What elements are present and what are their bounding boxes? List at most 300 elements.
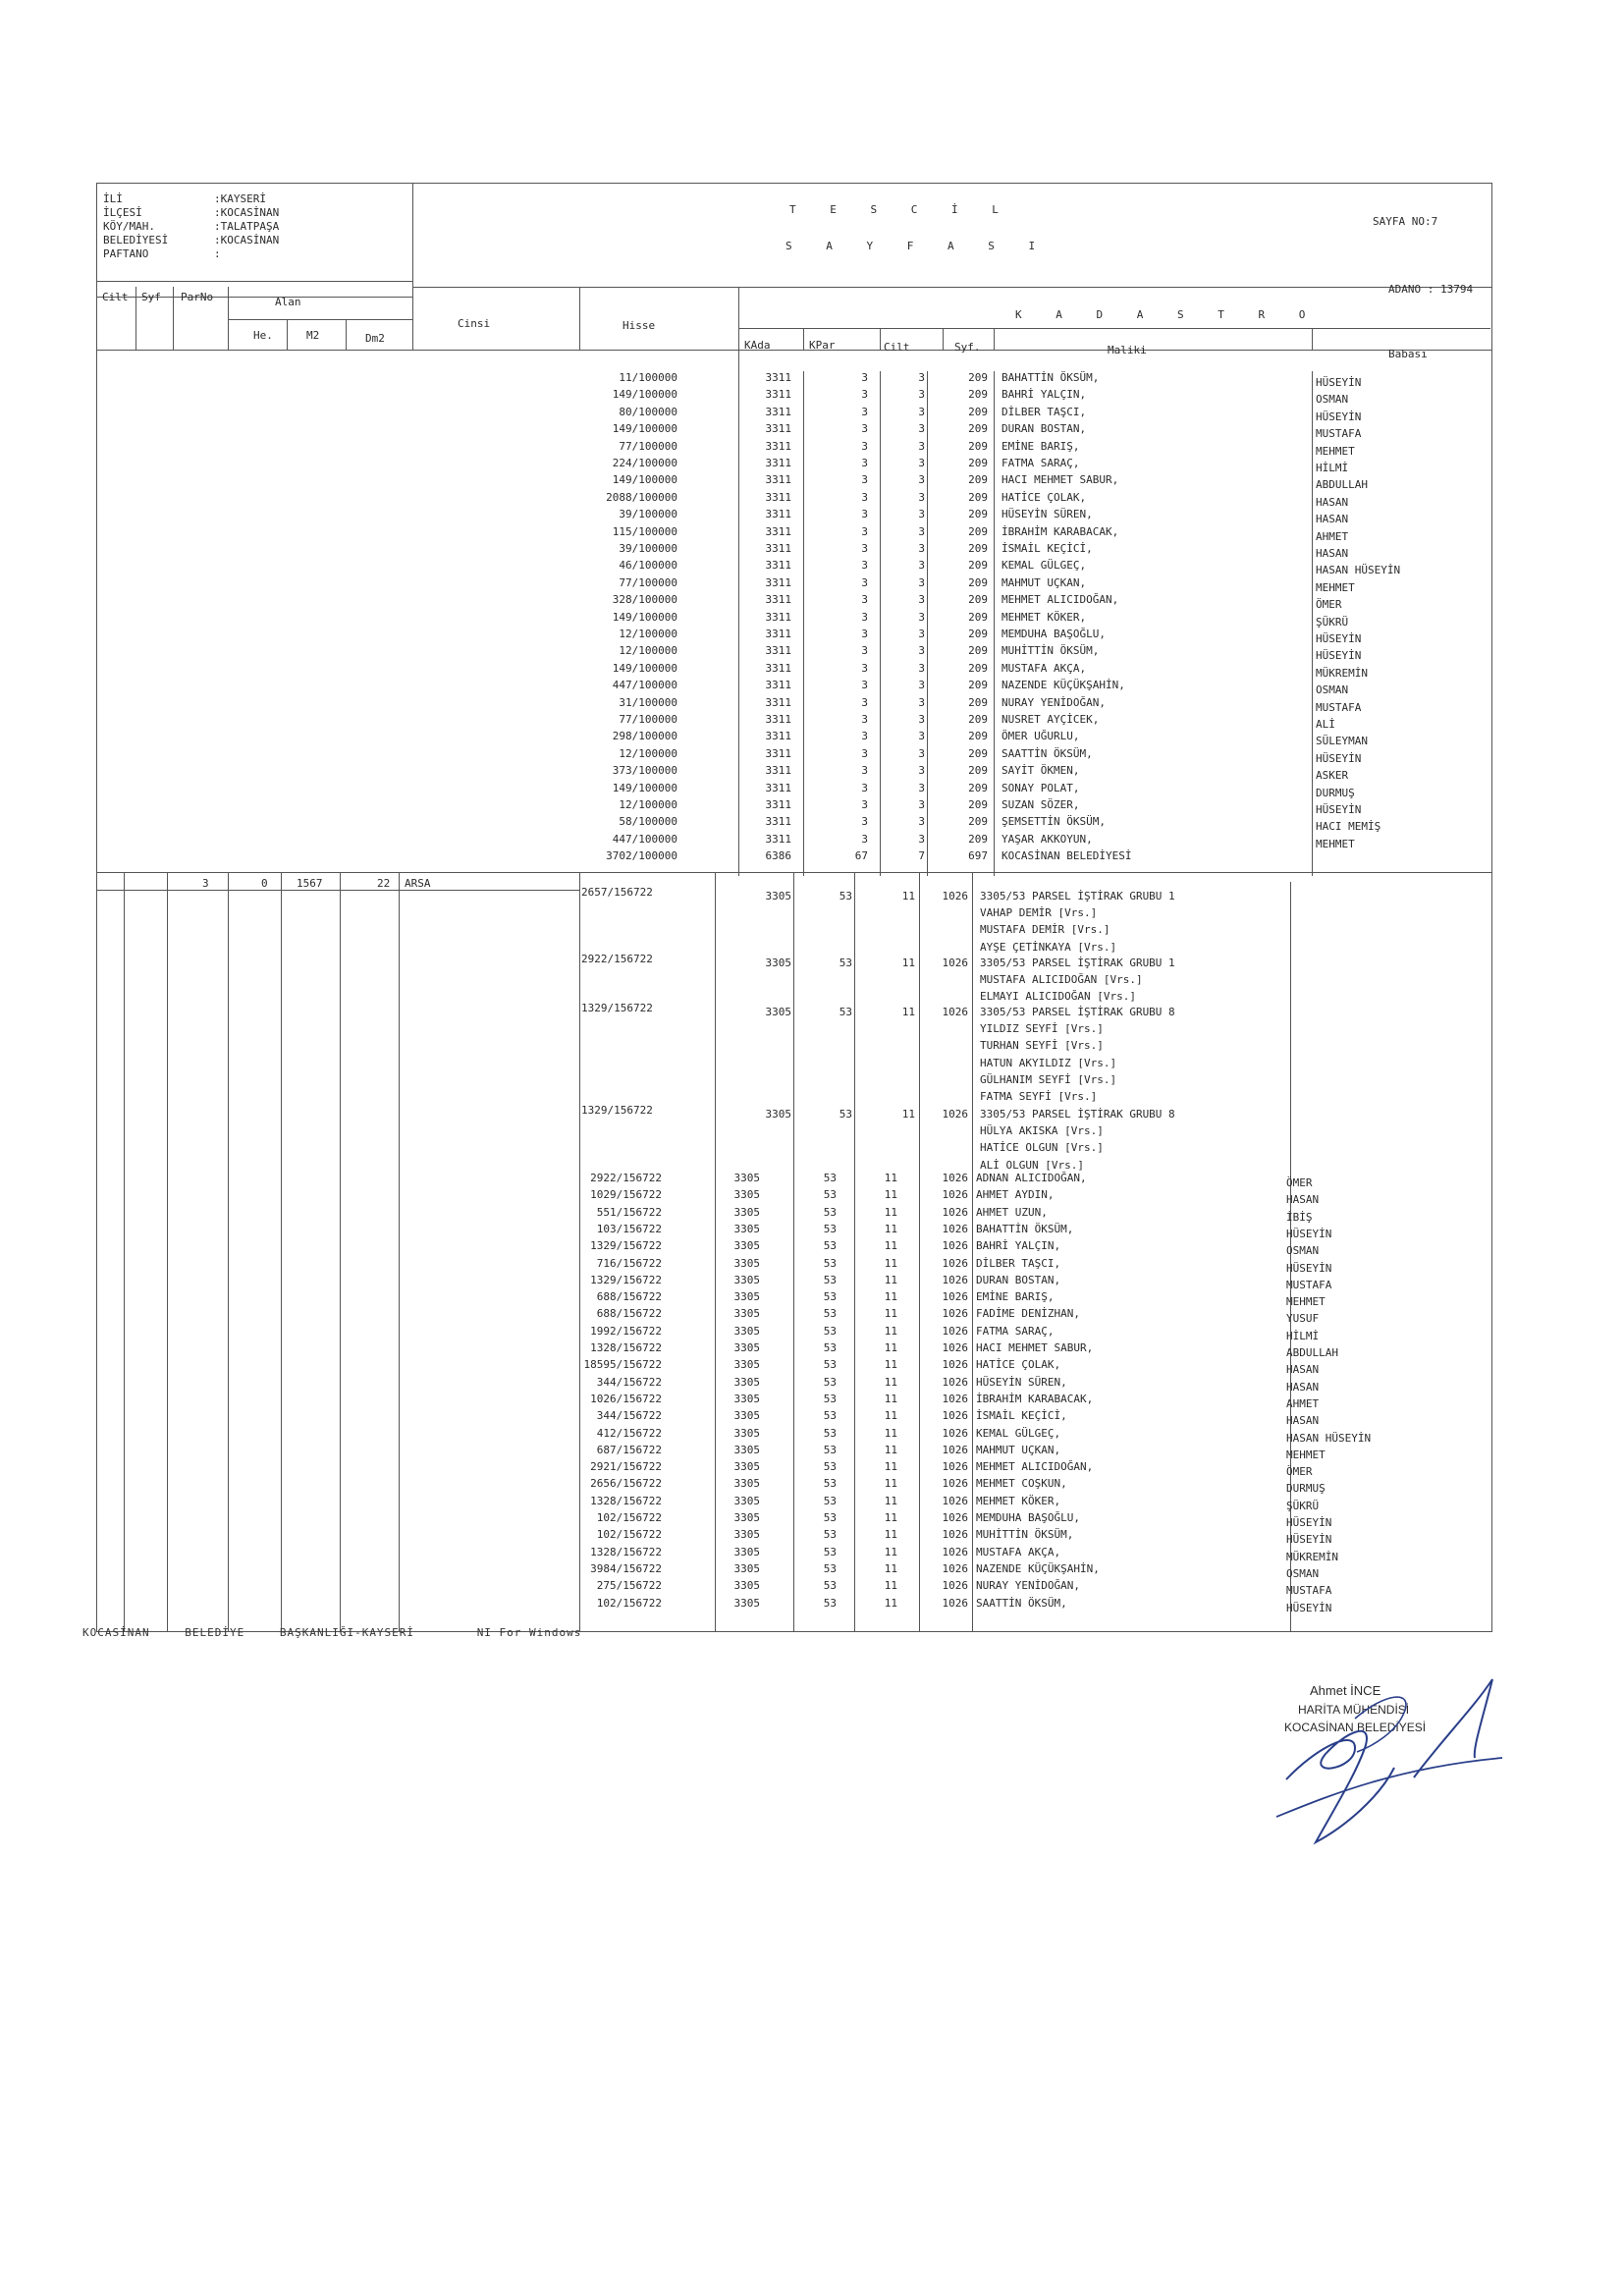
syf-cell: 209 — [968, 628, 988, 640]
cilt-cell: 11 — [884, 1375, 897, 1389]
kada-cell: 3305 — [765, 957, 791, 969]
cilt-cell: 11 — [884, 1545, 897, 1558]
kada-cell: 3311 — [765, 559, 791, 573]
kada-cell: 3305 — [733, 1477, 760, 1491]
kada-cell: 3305 — [733, 1460, 760, 1474]
hisse-cell: 1328/156722 — [590, 1341, 662, 1354]
hisse-cell: 2922/156722 — [590, 1172, 662, 1184]
babasi-cell: MÜKREMİN — [1316, 666, 1368, 680]
col-sep — [943, 328, 944, 350]
cilt-cell: 3 — [918, 575, 925, 589]
kada-cell: 3305 — [733, 1375, 760, 1389]
cilt-cell: 11 — [884, 1561, 897, 1575]
cilt-cell: 11 — [884, 1307, 897, 1321]
maliki-cell: HATİCE ÇOLAK, — [976, 1358, 1061, 1372]
syf-cell: 209 — [968, 405, 988, 418]
babasi-cell: HÜSEYİN — [1316, 376, 1362, 389]
hisse-cell: 12/100000 — [619, 798, 677, 811]
babasi-cell: HİLMİ — [1316, 462, 1349, 474]
page-number: SAYFA NO:7 — [1373, 215, 1438, 228]
body-sep — [919, 872, 920, 1632]
kpar-cell: 3 — [861, 508, 868, 521]
hisse-cell: 1026/156722 — [590, 1392, 662, 1405]
col-sep — [1312, 328, 1313, 350]
signer-title: HARİTA MÜHENDİSİ — [1298, 1703, 1410, 1717]
maliki-cell: FADİME DENİZHAN, — [976, 1307, 1080, 1321]
col-kpar: KPar — [809, 339, 836, 352]
kada-cell: 3311 — [765, 610, 791, 624]
cilt-cell: 3 — [918, 422, 925, 436]
kpar-cell: 3 — [861, 746, 868, 760]
kpar-cell: 53 — [823, 1205, 837, 1219]
syf-cell: 209 — [968, 524, 988, 538]
kpar-cell: 3 — [861, 559, 868, 573]
syf-cell: 1026 — [942, 957, 968, 969]
cilt-cell: 3 — [918, 628, 925, 640]
maliki-cell: SONAY POLAT, — [1001, 781, 1080, 794]
babasi-cell: YUSUF — [1286, 1312, 1320, 1326]
kpar-cell: 3 — [861, 593, 868, 607]
footer-part: NI For Windows — [476, 1626, 582, 1639]
ada-number: ADANO : 13794 — [1388, 283, 1474, 296]
hisse-cell: 1328/156722 — [590, 1545, 662, 1558]
syf-cell: 209 — [968, 815, 988, 829]
body-sep — [793, 872, 794, 1632]
maliki-cell: İSMAİL KEÇİCİ, — [1001, 542, 1093, 555]
syf-cell: 1026 — [942, 1528, 968, 1542]
group-line: AYŞE ÇETİNKAYA [Vrs.] — [980, 940, 1117, 954]
body-sep — [399, 872, 400, 1632]
hisse-cell: 149/100000 — [612, 781, 677, 794]
cilt-cell: 11 — [884, 1511, 897, 1524]
kpar-cell: 53 — [823, 1273, 837, 1286]
babasi-cell: MEHMET — [1316, 580, 1355, 594]
cilt-cell: 3 — [918, 746, 925, 760]
group-line: HATİCE OLGUN [Vrs.] — [980, 1141, 1104, 1155]
cilt-cell: 3 — [918, 508, 925, 521]
cilt-cell: 3 — [918, 661, 925, 675]
kpar-cell: 3 — [861, 422, 868, 436]
hisse-cell: 1328/156722 — [590, 1494, 662, 1507]
syf-cell: 697 — [968, 849, 988, 863]
syf-cell: 1026 — [942, 1545, 968, 1558]
maliki-cell: ŞEMSETTİN ÖKSÜM, — [1001, 815, 1106, 829]
babasi-cell: HÜSEYİN — [1286, 1533, 1332, 1547]
kpar-cell: 67 — [854, 849, 868, 863]
col-sep — [579, 287, 580, 350]
kada-cell: 3305 — [733, 1307, 760, 1321]
info-value: :KAYSERİ — [214, 192, 266, 205]
kpar-cell: 53 — [823, 1528, 837, 1542]
maliki-cell: MEHMET KÖKER, — [976, 1494, 1061, 1507]
cilt-cell: 11 — [884, 1290, 897, 1304]
syf-cell: 1026 — [942, 1205, 968, 1219]
hisse-cell: 3702/100000 — [606, 849, 677, 863]
cilt-cell: 11 — [901, 1006, 915, 1018]
cilt-cell: 11 — [884, 1188, 897, 1202]
kada-cell: 3311 — [765, 405, 791, 418]
syf-cell: 209 — [968, 713, 988, 726]
cilt-cell: 11 — [901, 957, 915, 969]
hisse-cell: 298/100000 — [612, 730, 677, 743]
footer-part: KOCASİNAN — [82, 1626, 150, 1639]
cilt-cell: 11 — [884, 1341, 897, 1354]
kada-cell: 3311 — [765, 490, 791, 504]
babasi-cell: HİLMİ — [1286, 1329, 1320, 1342]
syf-cell: 209 — [968, 575, 988, 589]
footer — [82, 1626, 609, 1639]
maliki-cell: NUSRET AYÇİCEK, — [1001, 713, 1100, 726]
kada-cell: 3311 — [765, 542, 791, 555]
col-kada: KAda — [744, 339, 771, 352]
babasi-cell: HÜSEYİN — [1286, 1261, 1332, 1275]
body-sep — [972, 872, 973, 1632]
hisse-cell: 39/100000 — [619, 542, 677, 555]
group-line: ALİ OLGUN [Vrs.] — [980, 1158, 1084, 1172]
kada-cell: 3305 — [765, 1006, 791, 1018]
kpar-cell: 53 — [823, 1477, 837, 1491]
footer-part: BAŞKANLIĞI-KAYSERİ — [279, 1626, 415, 1639]
kada-cell: 3305 — [733, 1341, 760, 1354]
maliki-cell: BAHATTİN ÖKSÜM, — [976, 1222, 1074, 1235]
info-label: PAFTANO — [103, 247, 149, 260]
cilt-cell: 3 — [918, 815, 925, 829]
cilt-cell: 11 — [884, 1426, 897, 1440]
kada-cell: 3305 — [733, 1545, 760, 1558]
kada-cell: 3305 — [733, 1239, 760, 1253]
hisse-cell: 688/156722 — [596, 1290, 662, 1304]
babasi-cell: HÜSEYİN — [1286, 1227, 1332, 1240]
handwritten-signature — [1208, 1660, 1542, 1866]
group-line: ELMAYI ALICIDOĞAN [Vrs.] — [980, 990, 1136, 1004]
cilt-cell: 3 — [918, 439, 925, 453]
cilt-cell: 3 — [918, 832, 925, 846]
kada-cell: 3305 — [733, 1290, 760, 1304]
maliki-cell: SAYİT ÖKMEN, — [1001, 764, 1080, 778]
body-sep — [994, 371, 995, 876]
babasi-cell: HASAN HÜSEYİN — [1286, 1431, 1372, 1445]
babasi-cell: ALİ — [1316, 718, 1335, 731]
maliki-cell: NURAY YENİDOĞAN, — [976, 1579, 1080, 1593]
kada-cell: 3311 — [765, 508, 791, 521]
col-kadastro: K A D A S T R O — [1015, 308, 1320, 321]
hisse-cell: 77/100000 — [619, 713, 677, 726]
syf-cell: 1026 — [942, 1239, 968, 1253]
kpar-cell: 53 — [823, 1460, 837, 1474]
info-value: :KOCASİNAN — [214, 206, 280, 219]
maliki-cell: MEHMET KÖKER, — [1001, 610, 1087, 624]
cilt-cell: 11 — [884, 1172, 897, 1184]
kada-cell: 3311 — [765, 746, 791, 760]
col-m2: M2 — [306, 329, 320, 342]
cilt-cell: 11 — [884, 1205, 897, 1219]
maliki-cell: SAATTİN ÖKSÜM, — [976, 1596, 1067, 1610]
kpar-cell: 3 — [861, 457, 868, 469]
kpar-cell: 3 — [861, 542, 868, 555]
hisse-cell: 3984/156722 — [590, 1561, 662, 1575]
hisse-cell: 149/100000 — [612, 388, 677, 402]
maliki-cell: İBRAHİM KARABACAK, — [1001, 524, 1119, 538]
group-line: TURHAN SEYFİ [Vrs.] — [980, 1039, 1104, 1053]
cilt-cell: 3 — [918, 764, 925, 778]
kada-cell: 3311 — [765, 388, 791, 402]
syf-cell: 1026 — [942, 1579, 968, 1593]
col-cinsi: Cinsi — [458, 317, 491, 330]
kada-cell: 3311 — [765, 371, 791, 384]
kpar-cell: 3 — [861, 644, 868, 658]
hisse-cell: 687/156722 — [596, 1443, 662, 1456]
kpar-cell: 53 — [823, 1426, 837, 1440]
babasi-cell: MUSTAFA — [1286, 1278, 1332, 1291]
cilt-cell: 11 — [884, 1460, 897, 1474]
maliki-cell: MUSTAFA AKÇA, — [976, 1545, 1061, 1558]
cilt-cell: 3 — [918, 593, 925, 607]
syf-cell: 1026 — [942, 1273, 968, 1286]
babasi-cell: HÜSEYİN — [1316, 410, 1362, 423]
kpar-cell: 53 — [823, 1579, 837, 1593]
cilt-cell: 3 — [918, 473, 925, 487]
kpar-cell: 53 — [823, 1290, 837, 1304]
babasi-cell: ÖMER — [1316, 598, 1342, 612]
parcel-dm2: 22 — [377, 877, 391, 890]
kada-cell: 3305 — [733, 1273, 760, 1286]
syf-cell: 209 — [968, 439, 988, 453]
group-line: MUSTAFA ALICIDOĞAN [Vrs.] — [980, 973, 1143, 987]
hisse-cell: 77/100000 — [619, 575, 677, 589]
hisse-cell: 102/156722 — [596, 1511, 662, 1524]
hisse-cell: 1992/156722 — [590, 1324, 662, 1338]
babasi-cell: HÜSEYİN — [1316, 751, 1362, 765]
babasi-cell: ŞÜKRÜ — [1286, 1499, 1320, 1512]
syf-cell: 1026 — [942, 1409, 968, 1423]
hisse-cell: 46/100000 — [619, 559, 677, 573]
syf-cell: 1026 — [942, 1443, 968, 1456]
col-hisse: Hisse — [623, 319, 656, 332]
col-sep — [803, 328, 804, 350]
syf-cell: 1026 — [942, 1006, 968, 1018]
maliki-cell: NAZENDE KÜÇÜKŞAHİN, — [1001, 679, 1125, 692]
kpar-cell: 3 — [861, 815, 868, 829]
col-parno: ParNo — [181, 291, 214, 303]
kpar-cell: 53 — [823, 1172, 837, 1184]
hisse-cell: 103/156722 — [596, 1222, 662, 1235]
hisse-cell: 149/100000 — [612, 422, 677, 436]
col-sep — [738, 287, 739, 350]
kpar-cell: 53 — [823, 1375, 837, 1389]
syf-cell: 209 — [968, 610, 988, 624]
group-line: VAHAP DEMİR [Vrs.] — [980, 906, 1098, 920]
cilt-cell: 3 — [918, 405, 925, 418]
kada-cell: 3311 — [765, 422, 791, 436]
parcel-m2: 1567 — [297, 877, 323, 890]
babasi-cell: MÜKREMİN — [1286, 1550, 1338, 1563]
babasi-cell: ABDULLAH — [1316, 478, 1368, 492]
maliki-cell: DURAN BOSTAN, — [1001, 422, 1087, 436]
babasi-cell: HASAN — [1316, 495, 1349, 509]
maliki-cell: MUSTAFA AKÇA, — [1001, 661, 1087, 675]
syf-cell: 209 — [968, 730, 988, 743]
parcel-cinsi: ARSA — [405, 877, 431, 890]
cilt-cell: 11 — [884, 1273, 897, 1286]
hisse-cell: 1329/156722 — [590, 1273, 662, 1286]
syf-cell: 1026 — [942, 1108, 968, 1121]
hisse-cell: 1329/156722 — [590, 1239, 662, 1253]
babasi-cell: OSMAN — [1316, 683, 1349, 697]
maliki-cell: ADNAN ALICIDOĞAN, — [976, 1172, 1087, 1184]
kpar-cell: 3 — [861, 781, 868, 794]
body-sep — [228, 872, 229, 1632]
babasi-cell: HÜSEYİN — [1316, 649, 1362, 663]
title-tescil: T E S C İ L — [789, 203, 1012, 216]
maliki-cell: SUZAN SÖZER, — [1001, 798, 1080, 811]
parcel-row-line — [96, 890, 579, 891]
group-line: YILDIZ SEYFİ [Vrs.] — [980, 1022, 1104, 1036]
col-line — [738, 328, 1490, 329]
babasi-cell: HASAN — [1286, 1193, 1320, 1207]
cilt-cell: 3 — [918, 610, 925, 624]
kada-cell: 3305 — [733, 1494, 760, 1507]
maliki-cell: MAHMUT UÇKAN, — [1001, 575, 1087, 589]
kada-cell: 3305 — [733, 1409, 760, 1423]
col-ksyf: Syf. — [954, 341, 981, 354]
syf-cell: 1026 — [942, 1341, 968, 1354]
kpar-cell: 53 — [823, 1511, 837, 1524]
hisse-cell: 12/100000 — [619, 628, 677, 640]
syf-cell: 209 — [968, 832, 988, 846]
hisse-cell: 1329/156722 — [581, 1104, 653, 1117]
kpar-cell: 53 — [823, 1561, 837, 1575]
body-sep — [340, 872, 341, 1632]
group-line: 3305/53 PARSEL İŞTİRAK GRUBU 8 — [980, 1006, 1175, 1018]
maliki-cell: NAZENDE KÜÇÜKŞAHİN, — [976, 1561, 1100, 1575]
syf-cell: 209 — [968, 473, 988, 487]
kpar-cell: 3 — [861, 371, 868, 384]
group-line: GÜLHANIM SEYFİ [Vrs.] — [980, 1072, 1117, 1086]
info-label: KÖY/MAH. — [103, 220, 155, 233]
kpar-cell: 53 — [823, 1443, 837, 1456]
kada-cell: 3311 — [765, 713, 791, 726]
cilt-cell: 3 — [918, 559, 925, 573]
signer-name: Ahmet İNCE — [1310, 1683, 1381, 1698]
babasi-cell: MEHMET — [1286, 1295, 1326, 1309]
kada-cell: 3311 — [765, 473, 791, 487]
maliki-cell: MEHMET ALICIDOĞAN, — [976, 1460, 1094, 1474]
kpar-cell: 53 — [839, 957, 852, 969]
babasi-cell: DURMUŞ — [1316, 786, 1355, 799]
hisse-cell: 224/100000 — [612, 457, 677, 469]
kpar-cell: 53 — [839, 890, 852, 902]
cilt-cell: 3 — [918, 695, 925, 709]
kpar-cell: 3 — [861, 473, 868, 487]
kada-cell: 3305 — [733, 1358, 760, 1372]
hisse-cell: 2921/156722 — [590, 1460, 662, 1474]
kada-cell: 3305 — [733, 1256, 760, 1270]
kada-cell: 3305 — [733, 1188, 760, 1202]
cilt-cell: 11 — [884, 1324, 897, 1338]
hisse-cell: 716/156722 — [596, 1256, 662, 1270]
babasi-cell: AHMET — [1286, 1396, 1320, 1410]
kpar-cell: 3 — [861, 610, 868, 624]
babasi-cell: HACI MEMİŞ — [1316, 820, 1381, 834]
kpar-cell: 3 — [861, 439, 868, 453]
hisse-cell: 77/100000 — [619, 439, 677, 453]
col-sep — [880, 328, 881, 350]
info-label: İLİ — [103, 192, 123, 205]
col-dm2: Dm2 — [365, 332, 385, 345]
cilt-cell: 3 — [918, 371, 925, 384]
cilt-cell: 3 — [918, 730, 925, 743]
syf-cell: 209 — [968, 593, 988, 607]
syf-cell: 209 — [968, 422, 988, 436]
babasi-cell: ASKER — [1316, 769, 1349, 783]
kpar-cell: 3 — [861, 679, 868, 692]
signer-org: KOCASİNAN BELEDİYESİ — [1284, 1721, 1427, 1734]
kada-cell: 3311 — [765, 439, 791, 453]
kpar-cell: 3 — [861, 798, 868, 811]
babasi-cell: HASAN — [1286, 1380, 1320, 1394]
kada-cell: 3311 — [765, 457, 791, 469]
maliki-cell: MEMDUHA BAŞOĞLU, — [1001, 628, 1106, 640]
body-sep — [167, 872, 168, 1632]
group-line: 3305/53 PARSEL İŞTİRAK GRUBU 1 — [980, 957, 1175, 969]
kpar-cell: 3 — [861, 832, 868, 846]
babasi-cell: HÜSEYİN — [1316, 632, 1362, 645]
maliki-cell: HACI MEHMET SABUR, — [1001, 473, 1119, 487]
babasi-cell: HÜSEYİN — [1286, 1516, 1332, 1529]
cilt-cell: 11 — [884, 1392, 897, 1405]
hisse-cell: 688/156722 — [596, 1307, 662, 1321]
cilt-cell: 3 — [918, 713, 925, 726]
syf-cell: 209 — [968, 661, 988, 675]
maliki-cell: FATMA SARAÇ, — [976, 1324, 1055, 1338]
hisse-cell: 2656/156722 — [590, 1477, 662, 1491]
babasi-cell: OSMAN — [1316, 393, 1349, 407]
syf-cell: 209 — [968, 781, 988, 794]
maliki-cell: MUHİTTİN ÖKSÜM, — [1001, 644, 1100, 658]
kada-cell: 3305 — [733, 1443, 760, 1456]
title-sayfasi: S A Y F A S I — [785, 240, 1050, 252]
hisse-cell: 2657/156722 — [581, 886, 653, 899]
cilt-cell: 3 — [918, 457, 925, 469]
hisse-cell: 31/100000 — [619, 695, 677, 709]
group-line: HATUN AKYILDIZ [Vrs.] — [980, 1056, 1117, 1069]
babasi-cell: DURMUŞ — [1286, 1482, 1326, 1496]
syf-cell: 209 — [968, 371, 988, 384]
maliki-cell: YAŞAR AKKOYUN, — [1001, 832, 1093, 846]
cilt-cell: 11 — [884, 1596, 897, 1610]
syf-cell: 209 — [968, 695, 988, 709]
kada-cell: 3311 — [765, 798, 791, 811]
babasi-cell: HÜSEYİN — [1316, 803, 1362, 816]
maliki-cell: MUHİTTİN ÖKSÜM, — [976, 1528, 1074, 1542]
kada-cell: 3305 — [733, 1205, 760, 1219]
cilt-cell: 3 — [918, 524, 925, 538]
syf-cell: 1026 — [942, 1172, 968, 1184]
column-header-bottom — [96, 350, 1492, 351]
hisse-cell: 58/100000 — [619, 815, 677, 829]
kpar-cell: 3 — [861, 764, 868, 778]
syf-cell: 1026 — [942, 1494, 968, 1507]
kada-cell: 3311 — [765, 628, 791, 640]
info-value: :TALATPAŞA — [214, 220, 280, 233]
kada-cell: 3305 — [733, 1528, 760, 1542]
kpar-cell: 3 — [861, 524, 868, 538]
kpar-cell: 53 — [823, 1596, 837, 1610]
kada-cell: 3305 — [765, 890, 791, 902]
hisse-cell: 149/100000 — [612, 661, 677, 675]
maliki-cell: KEMAL GÜLGEÇ, — [1001, 559, 1087, 573]
kpar-cell: 53 — [823, 1494, 837, 1507]
